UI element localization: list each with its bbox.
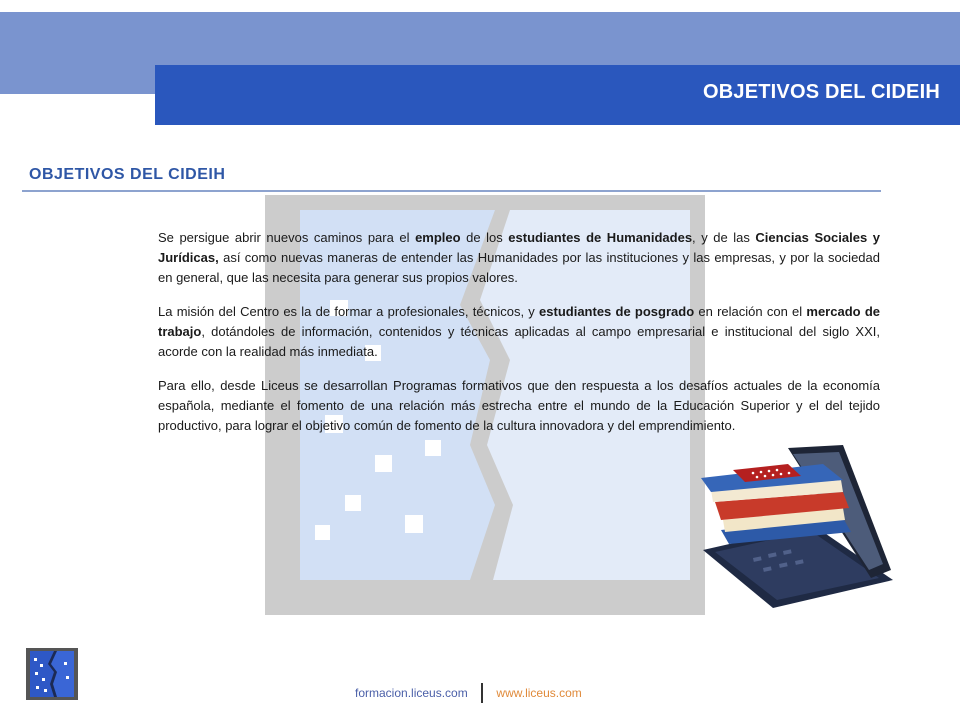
paragraph-2 bbox=[158, 302, 880, 362]
section-divider bbox=[22, 190, 881, 192]
emphasis-text: mercado de trabajo bbox=[158, 304, 880, 339]
body-text: así como nuevas maneras de entender las Humanidades por las instituciones y las empresas, y por la sociedad en general, que las necesita para generar sus propios valores. bbox=[158, 250, 880, 285]
emphasis-text: Ciencias Sociales y Jurídicas, bbox=[158, 230, 880, 265]
body-text: La misión del Centro es la de formar a profesionales, técnicos, y bbox=[158, 304, 540, 319]
books-laptop-illustration bbox=[693, 440, 903, 610]
section-heading: OBJETIVOS DEL CIDEIH bbox=[29, 166, 226, 183]
body-text: , y de las bbox=[692, 230, 756, 245]
body-text: Para ello, desde Liceus se desarrollan Programas formativos que den respuesta a los desafíos actuales de la economía española, mediante el fomento de una relación más estrecha entre el mundo de la Educación Superior y el del tejido productivo, para lograr el objetivo común de fomento de la cultura innovadora y del emprendimiento. bbox=[158, 378, 880, 433]
page-title: OBJETIVOS DEL CIDEIH bbox=[702, 81, 940, 103]
title-bar bbox=[155, 65, 960, 125]
emphasis-text: estudiantes de posgrado bbox=[539, 304, 695, 319]
body-text: Se persigue abrir nuevos caminos para el bbox=[158, 230, 416, 245]
footer-link-liceus[interactable]: www.liceus.com bbox=[496, 686, 582, 700]
emphasis-text: estudiantes de Humanidades bbox=[508, 230, 693, 245]
footer-separator bbox=[481, 683, 483, 703]
content-body bbox=[158, 228, 880, 450]
body-text: de los bbox=[460, 230, 509, 245]
paragraph-3 bbox=[158, 376, 880, 436]
footer-links bbox=[355, 683, 582, 703]
body-text: en relación con el bbox=[694, 304, 807, 319]
footer-link-formacion[interactable]: formacion.liceus.com bbox=[355, 686, 468, 700]
paragraph-1 bbox=[158, 228, 880, 288]
emphasis-text: empleo bbox=[415, 230, 461, 245]
body-text: , dotándoles de información, contenidos y técnicas aplicadas al campo empresarial e institucional del siglo XXI, acorde con la realidad más inmediata. bbox=[158, 324, 880, 359]
liceus-logo bbox=[26, 648, 78, 700]
